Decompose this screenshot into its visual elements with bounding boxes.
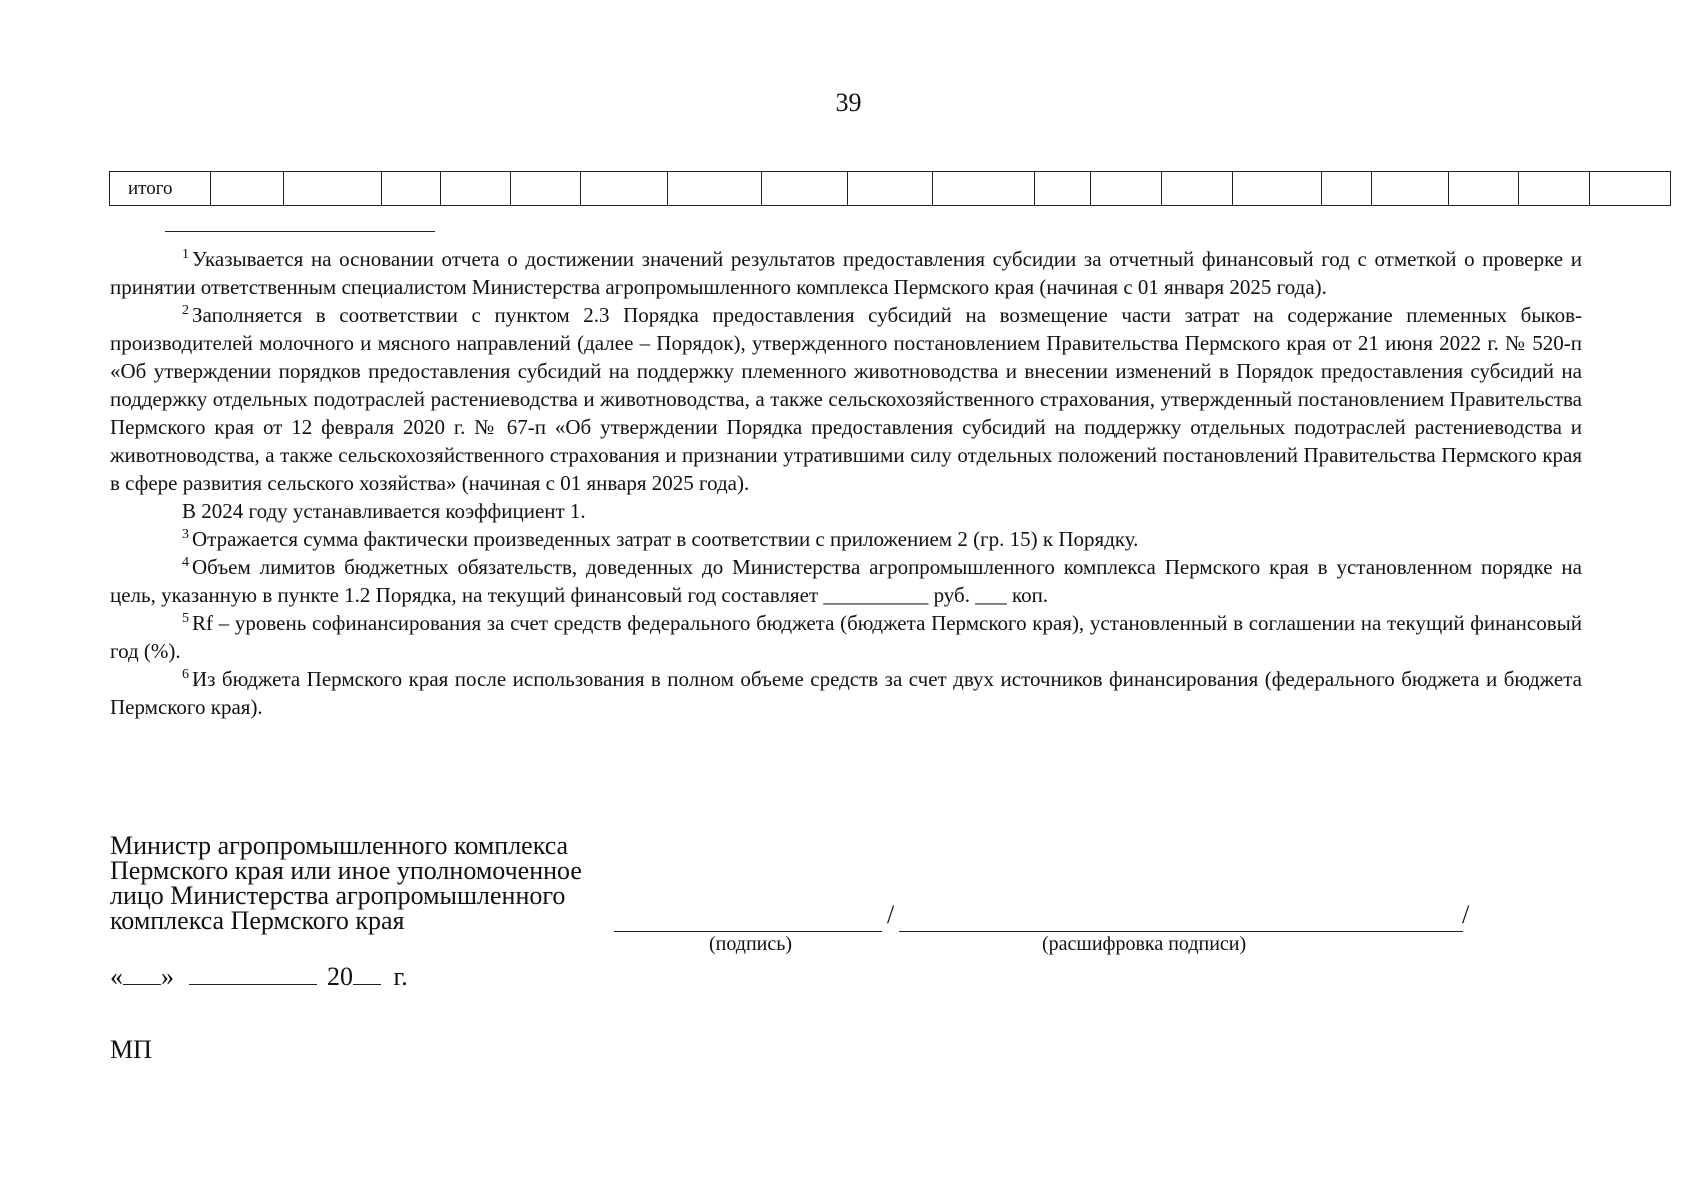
footnote-text: Из бюджета Пермского края после использования в полном объеме средств за счет двух источников финансирования (федерального бюджета и бюджета Пермского края). [110,667,1582,719]
table-cell [211,172,284,206]
footnotes [110,245,1582,721]
signer-line: Министр агропромышленного комплекса [110,831,569,860]
table-cell [441,172,511,206]
table-cell [1233,172,1322,206]
table-cell [1372,172,1449,206]
table-cell [1035,172,1091,206]
footnote-mark: 5 [182,611,189,626]
footnote-text: Указывается на основании отчета о достижении значений результатов предоставления субсидии за отчетный финансовый год с отметкой о проверке и принятии ответственным специалистом Министерства агропромышленного комплекса Пермского края (начиная с 01 января 2025 года). [110,247,1582,299]
table-cell [933,172,1035,206]
day-blank[interactable] [123,960,161,985]
footnote-mark: 1 [182,247,189,262]
table-cell [1162,172,1233,206]
footnote-mark: 6 [182,667,189,682]
footnote-text: Объем лимитов бюджетных обязательств, доведенных до Министерства агропромышленного комплекса Пермского края в установленном порядке на цель, указанную в пункте 1.2 Порядка, на текущий финансовый год составляет __________ руб. ___ коп. [110,555,1582,607]
signer-line: комплекса Пермского края [110,906,405,935]
table-cell [511,172,581,206]
footnote-1 [110,245,1582,301]
table-cell [382,172,441,206]
signer-line: лицо Министерства агропромышленного [110,881,566,910]
table-cell [1091,172,1162,206]
year-prefix: 20 [327,962,353,991]
signer-line: Пермского края или иное уполномоченное [110,856,582,885]
footnote-text: Rf – уровень софинансирования за счет средств федерального бюджета (бюджета Пермского края), установленный в соглашении на текущий финансовый год (%). [110,611,1582,663]
footnote-separator [165,231,435,232]
close-quote: » [161,962,174,991]
decode-caption: (расшифровка подписи) [1042,933,1247,955]
footnote-6 [110,665,1582,721]
table-cell [1449,172,1519,206]
footnote-mark: 4 [182,555,189,570]
footnote-5 [110,609,1582,665]
month-blank[interactable] [189,960,317,985]
open-quote: « [110,962,123,991]
coefficient-note [110,497,1582,525]
year-blank[interactable] [353,960,381,985]
table-cell [1519,172,1590,206]
footnote-text: Заполняется в соответствии с пунктом 2.3 Порядка предоставления субсидий на возмещение части затрат на содержание племенных быков-производителей молочного и мясного направлений (далее – Порядок), утвержденного постановлением Правительства Пермского края от 21 июня 2022 г. № 520-п «Об утверждении порядков предоставления субсидий на поддержку племенного животноводства и внесении изменений в Порядок предоставления субсидий на поддержку отдельных подотраслей растениеводства и животноводства, а также сельскохозяйственного страхования, утвержденный постановлением Правительства Пермского края от 12 февраля 2020 г. № 67-п «Об утверждении Порядка предоставления субсидий на поддержку отдельных подотраслей растениеводства и животноводства, а также сельскохозяйственного страхования и признании утратившими силу отдельных положений постановлений Правительства Пермского края в сфере развития сельского хозяйства» (начиная с 01 января 2025 года). [110,303,1582,495]
footnote-2 [110,301,1582,497]
table-cell [668,172,762,206]
signature-decode-line[interactable] [899,931,1463,932]
totals-table [109,171,1671,206]
footnote-3 [110,525,1582,553]
note-text: В 2024 году устанавливается коэффициент 1. [182,499,586,523]
page-number: 39 [835,88,862,117]
table-cell [762,172,848,206]
signature-line[interactable] [614,931,882,932]
table-cell [581,172,668,206]
table-cell [1590,172,1671,206]
table-cell [848,172,933,206]
totals-row [110,172,1671,206]
date-line [110,960,408,992]
footnote-mark: 3 [182,527,189,542]
year-suffix: г. [393,962,408,991]
signature-caption: (подпись) [709,933,793,955]
table-cell [1322,172,1372,206]
footnote-text: Отражается сумма фактически произведенных затрат в соответствии с приложением 2 (гр. 15) к Порядку. [192,527,1139,551]
stamp-place-label: МП [110,1035,152,1064]
table-cell [284,172,382,206]
signature-separator-end: / [1462,900,1470,929]
signer-title [110,833,582,933]
total-label-cell: итого [110,172,211,206]
footnote-mark: 2 [182,303,189,318]
footnote-4 [110,553,1582,609]
signature-separator: / [887,900,895,929]
